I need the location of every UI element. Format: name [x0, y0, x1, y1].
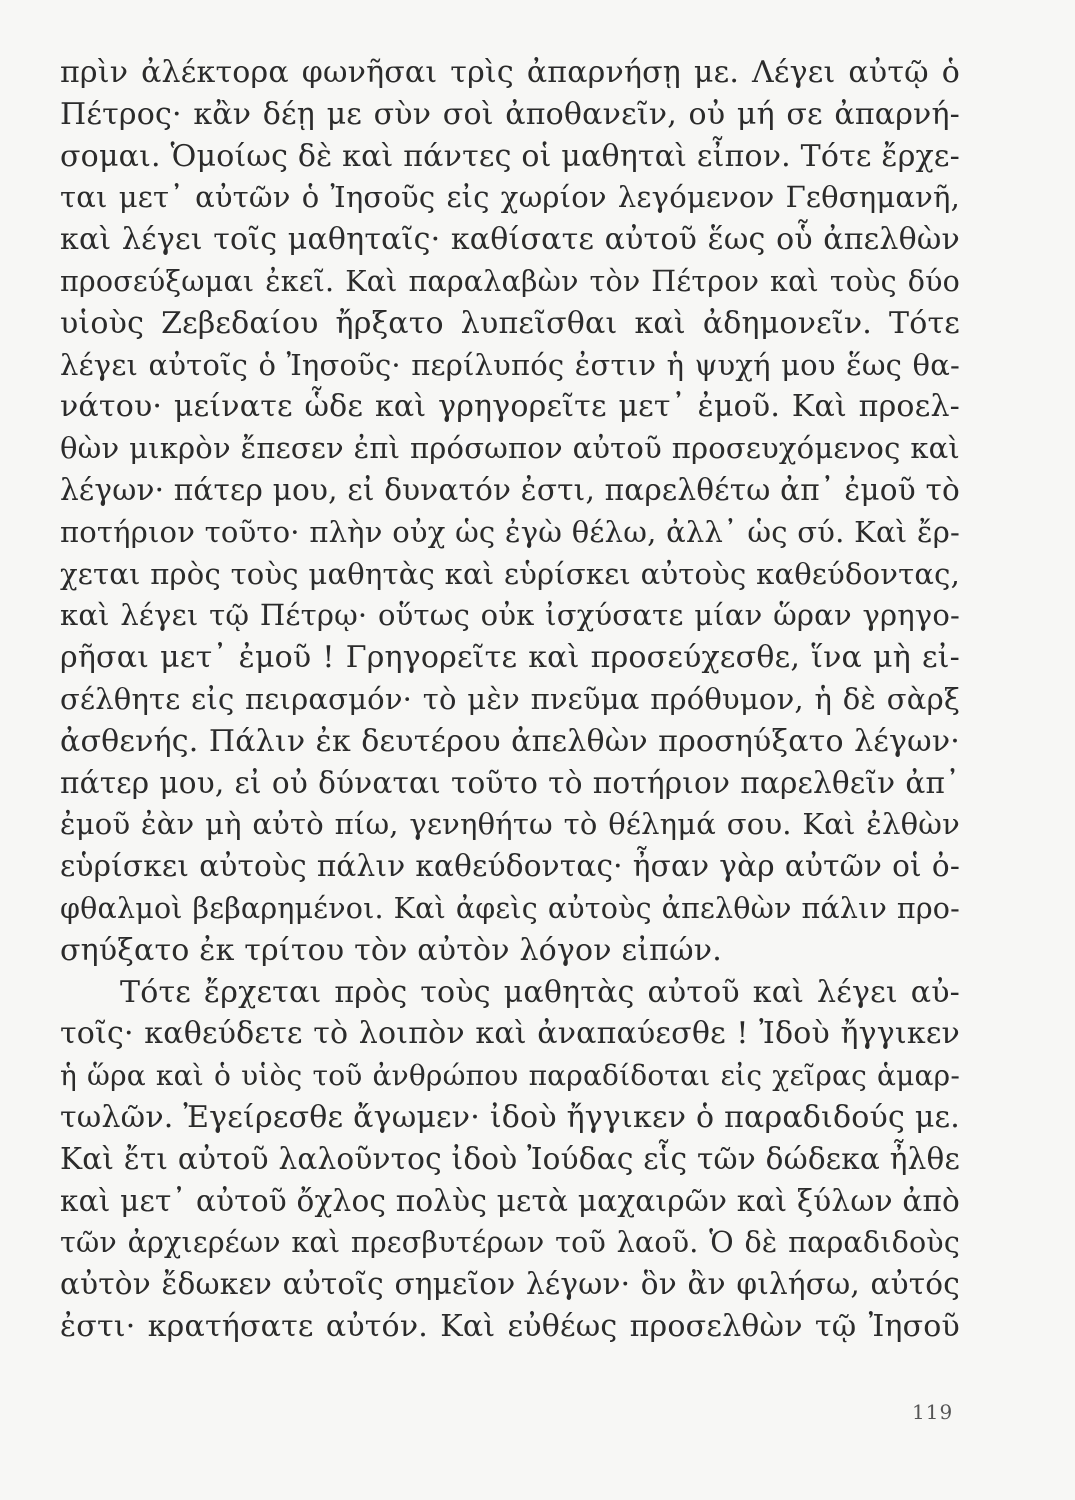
- text-line: πάτερ μου, εἰ οὐ δύναται τοῦτο τὸ ποτήριον παρελθεῖν ἀπ᾽: [60, 765, 960, 800]
- text-line: ποτήριον τοῦτο· πλὴν οὐχ ὡς ἐγὼ θέλω, ἀλλ᾽ ὡς σύ. Καὶ ἔρ-: [60, 514, 960, 549]
- text-line: νάτου· μείνατε ὧδε καὶ γρηγορεῖτε μετ᾽ ἐμοῦ. Καὶ προελ-: [60, 389, 960, 425]
- body-text: [60, 52, 960, 1348]
- text-line: φθαλμοὶ βεβαρημένοι. Καὶ ἀφεὶς αὐτοὺς ἀπελθὼν πάλιν προ-: [60, 891, 960, 925]
- text-line: Πέτρος· κἂν δέῃ με σὺν σοὶ ἀποθανεῖν, οὐ μή σε ἀπαρνή-: [60, 96, 960, 132]
- text-line: καὶ λέγει τῷ Πέτρῳ· οὕτως οὐκ ἰσχύσατε μίαν ὥραν γρηγο-: [60, 598, 960, 633]
- text-line: ται μετ᾽ αὐτῶν ὁ Ἰησοῦς εἰς χωρίον λεγόμενον Γεθσημανῆ,: [60, 180, 960, 215]
- text-line: ἐστι· κρατήσατε αὐτόν. Καὶ εὐθέως προσελθὼν τῷ Ἰησοῦ: [60, 1308, 960, 1344]
- text-line: ἀσθενής. Πάλιν ἐκ δευτέρου ἀπελθὼν προσηύξατο λέγων·: [60, 723, 960, 759]
- text-line: αὐτὸν ἔδωκεν αὐτοῖς σημεῖον λέγων· ὃν ἂν φιλήσω, αὐτός: [60, 1267, 960, 1302]
- text-line: Καὶ ἔτι αὐτοῦ λαλοῦντος ἰδοὺ Ἰούδας εἷς τῶν δώδεκα ἦλθε: [60, 1141, 960, 1176]
- text-line: ρῆσαι μετ᾽ ἐμοῦ ! Γρηγορεῖτε καὶ προσεύχεσθε, ἵνα μὴ εἰ-: [60, 640, 960, 676]
- text-line: θὼν μικρὸν ἔπεσεν ἐπὶ πρόσωπον αὐτοῦ προσευχόμενος καὶ: [60, 431, 960, 466]
- text-line: καὶ λέγει τοῖς μαθηταῖς· καθίσατε αὐτοῦ ἕως οὗ ἀπελθὼν: [60, 222, 960, 258]
- text-line: σηύξατο ἐκ τρίτου τὸν αὐτὸν λόγον εἰπών.: [60, 932, 722, 968]
- text-line: τωλῶν. Ἐγείρεσθε ἄγωμεν· ἰδοὺ ἤγγικεν ὁ παραδιδούς με.: [60, 1099, 960, 1135]
- text-line: τοῖς· καθεύδετε τὸ λοιπὸν καὶ ἀναπαύεσθε ! Ἰδοὺ ἤγγικεν: [60, 1016, 960, 1052]
- text-line: υἱοὺς Ζεβεδαίου ἤρξατο λυπεῖσθαι καὶ ἀδημονεῖν. Τότε: [60, 305, 960, 341]
- text-line: καὶ μετ᾽ αὐτοῦ ὄχλος πολὺς μετὰ μαχαιρῶν καὶ ξύλων ἀπὸ: [60, 1183, 960, 1218]
- text-line: λέγων· πάτερ μου, εἰ δυνατόν ἐστι, παρελθέτω ἀπ᾽ ἐμοῦ τὸ: [60, 472, 960, 507]
- text-line: σομαι. Ὁμοίως δὲ καὶ πάντες οἱ μαθηταὶ εἶπον. Τότε ἔρχε-: [60, 138, 960, 174]
- text-line: πρὶν ἀλέκτορα φωνῆσαι τρὶς ἀπαρνήσῃ με. Λέγει αὐτῷ ὁ: [60, 55, 960, 90]
- text-line: ἡ ὥρα καὶ ὁ υἱὸς τοῦ ἀνθρώπου παραδίδοται εἰς χεῖρας ἁμαρ-: [60, 1059, 960, 1093]
- text-line: σέλθητε εἰς πειρασμόν· τὸ μὲν πνεῦμα πρόθυμον, ἡ δὲ σὰρξ: [60, 681, 960, 716]
- text-line: ἐμοῦ ἐὰν μὴ αὐτὸ πίω, γενηθήτω τὸ θέλημά σου. Καὶ ἐλθὼν: [60, 807, 960, 842]
- text-line: χεται πρὸς τοὺς μαθητὰς καὶ εὑρίσκει αὐτοὺς καθεύδοντας,: [60, 556, 960, 591]
- text-line: λέγει αὐτοῖς ὁ Ἰησοῦς· περίλυπός ἐστιν ἡ ψυχή μου ἕως θα-: [60, 347, 960, 382]
- paragraph-first-line: Τότε ἔρχεται πρὸς τοὺς μαθητὰς αὐτοῦ καὶ λέγει αὐ-: [120, 974, 960, 1010]
- text-line: προσεύξωμαι ἐκεῖ. Καὶ παραλαβὼν τὸν Πέτρον καὶ τοὺς δύο: [60, 264, 960, 298]
- text-line: εὑρίσκει αὐτοὺς πάλιν καθεύδοντας· ἦσαν γὰρ αὐτῶν οἱ ὀ-: [60, 849, 960, 884]
- page-number: 119: [912, 1400, 954, 1424]
- text-line: τῶν ἀρχιερέων καὶ πρεσβυτέρων τοῦ λαοῦ. Ὁ δὲ παραδιδοὺς: [60, 1226, 960, 1260]
